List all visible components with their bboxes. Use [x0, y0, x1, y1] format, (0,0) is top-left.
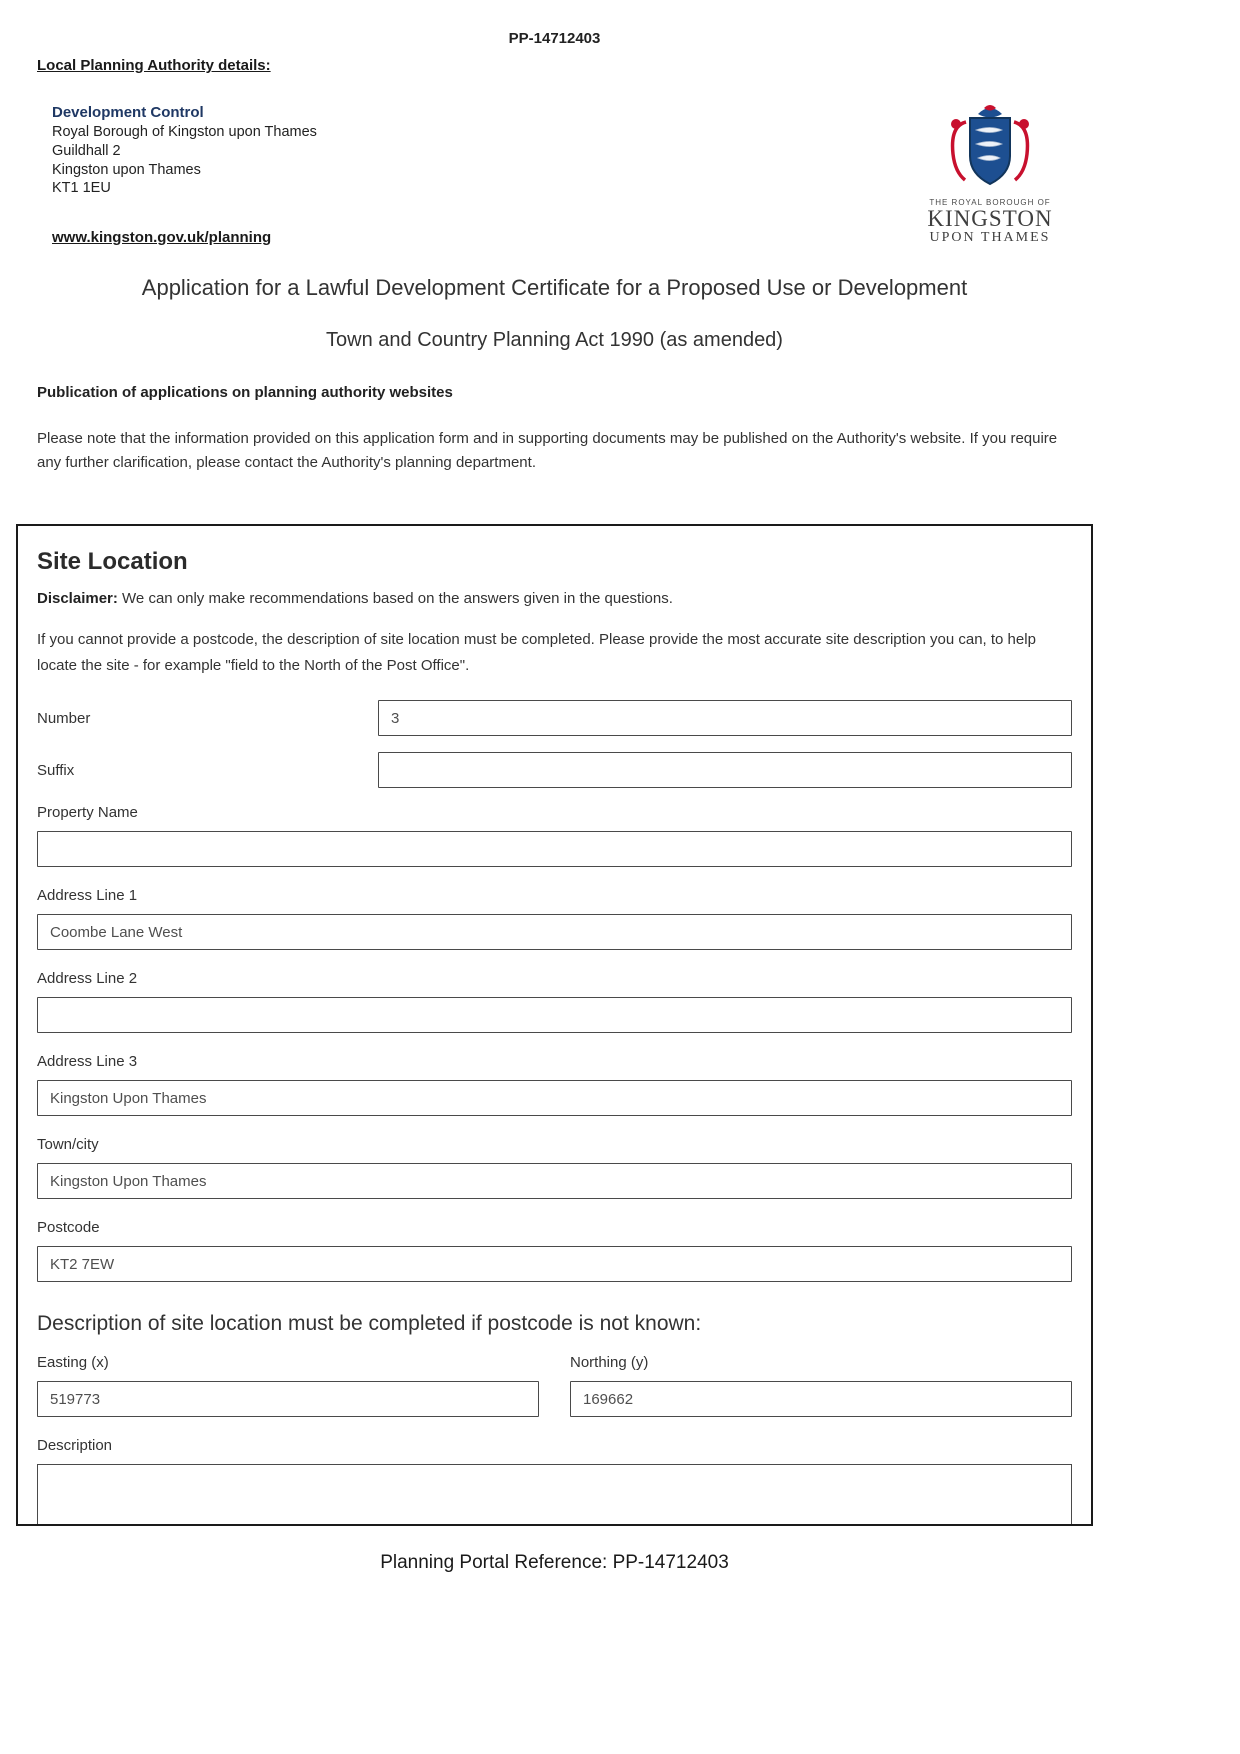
document-page: [16, 0, 1093, 1574]
lpa-department: Development Control: [52, 104, 204, 121]
property-name-label: Property Name: [37, 804, 138, 822]
town-city-label: Town/city: [37, 1136, 99, 1154]
coordinates-row: [37, 1354, 1072, 1417]
field-row-number: [37, 700, 1072, 736]
description-label: Description: [37, 1437, 113, 1455]
lpa-address-line: KT1 1EU: [52, 180, 111, 197]
lpa-website-link[interactable]: www.kingston.gov.uk/planning: [52, 228, 272, 246]
publication-heading: Publication of applications on planning authority websites: [37, 383, 453, 401]
header: [16, 104, 1093, 247]
lpa-address-line: Guildhall 2: [52, 142, 121, 159]
address-line-2-label: Address Line 2: [37, 970, 138, 988]
northing-input[interactable]: [570, 1381, 1072, 1417]
portal-reference-footer: Planning Portal Reference: PP-14712403: [380, 1552, 729, 1574]
lpa-details-heading: Local Planning Authority details:: [37, 57, 271, 74]
field-property-name: [37, 804, 1072, 867]
postcode-label: Postcode: [37, 1219, 100, 1237]
site-location-section: [16, 524, 1093, 1526]
field-northing: [570, 1354, 1072, 1417]
number-input[interactable]: [378, 700, 1072, 736]
description-textarea[interactable]: [37, 1464, 1072, 1524]
suffix-label: Suffix: [37, 761, 75, 779]
document-title: Application for a Lawful Development Certificate for a Proposed Use or Development: [141, 274, 968, 300]
logo-text-kingston: KINGSTON: [927, 206, 1053, 231]
field-easting: [37, 1354, 539, 1417]
lpa-address-line: Royal Borough of Kingston upon Thames: [52, 124, 317, 141]
field-row-suffix: [37, 752, 1072, 788]
document-subtitle: Town and Country Planning Act 1990 (as amended): [326, 328, 783, 351]
description-section-heading: Description of site location must be completed if postcode is not known:: [37, 1312, 702, 1336]
logo-text-upon-thames: UPON THAMES: [929, 230, 1051, 245]
field-description: [37, 1437, 1072, 1524]
property-name-input[interactable]: [37, 831, 1072, 867]
field-postcode: [37, 1219, 1072, 1282]
postcode-input[interactable]: [37, 1246, 1072, 1282]
kingston-coat-of-arms-logo: [915, 104, 1065, 246]
address-line-3-label: Address Line 3: [37, 1053, 138, 1071]
number-label: Number: [37, 709, 91, 727]
suffix-input[interactable]: [378, 752, 1072, 788]
northing-label: Northing (y): [570, 1354, 649, 1372]
disclaimer-text: We can only make recommendations based on the answers given in the questions.: [117, 590, 673, 608]
disclaimer: [37, 590, 1072, 607]
lpa-address-block: [52, 104, 317, 247]
address-line-2-input[interactable]: [37, 997, 1072, 1033]
coat-of-arms-icon: [915, 104, 1065, 196]
field-town-city: [37, 1136, 1072, 1199]
easting-label: Easting (x): [37, 1354, 109, 1372]
field-address-line-3: [37, 1053, 1072, 1116]
logo-text-small: THE ROYAL BOROUGH OF: [929, 198, 1051, 207]
page-reference: PP-14712403: [508, 30, 601, 47]
lpa-address-line: Kingston upon Thames: [52, 161, 201, 178]
address-line-3-input[interactable]: [37, 1080, 1072, 1116]
field-address-line-1: [37, 887, 1072, 950]
address-line-1-input[interactable]: [37, 914, 1072, 950]
section-heading-site-location: Site Location: [37, 548, 188, 576]
easting-input[interactable]: [37, 1381, 539, 1417]
disclaimer-label: Disclaimer:: [37, 590, 118, 608]
site-location-intro: If you cannot provide a postcode, the description of site location must be completed. Please provide the most accurate site description you can, to help locate the site - for example "field to the North of the Post Office".: [37, 631, 1036, 674]
publication-body: Please note that the information provided on this application form and in supporting documents may be published on the Authority's website. If you require any further clarification, please contact the Authority's planning department.: [37, 429, 1058, 472]
address-line-1-label: Address Line 1: [37, 887, 138, 905]
town-city-input[interactable]: [37, 1163, 1072, 1199]
field-address-line-2: [37, 970, 1072, 1033]
